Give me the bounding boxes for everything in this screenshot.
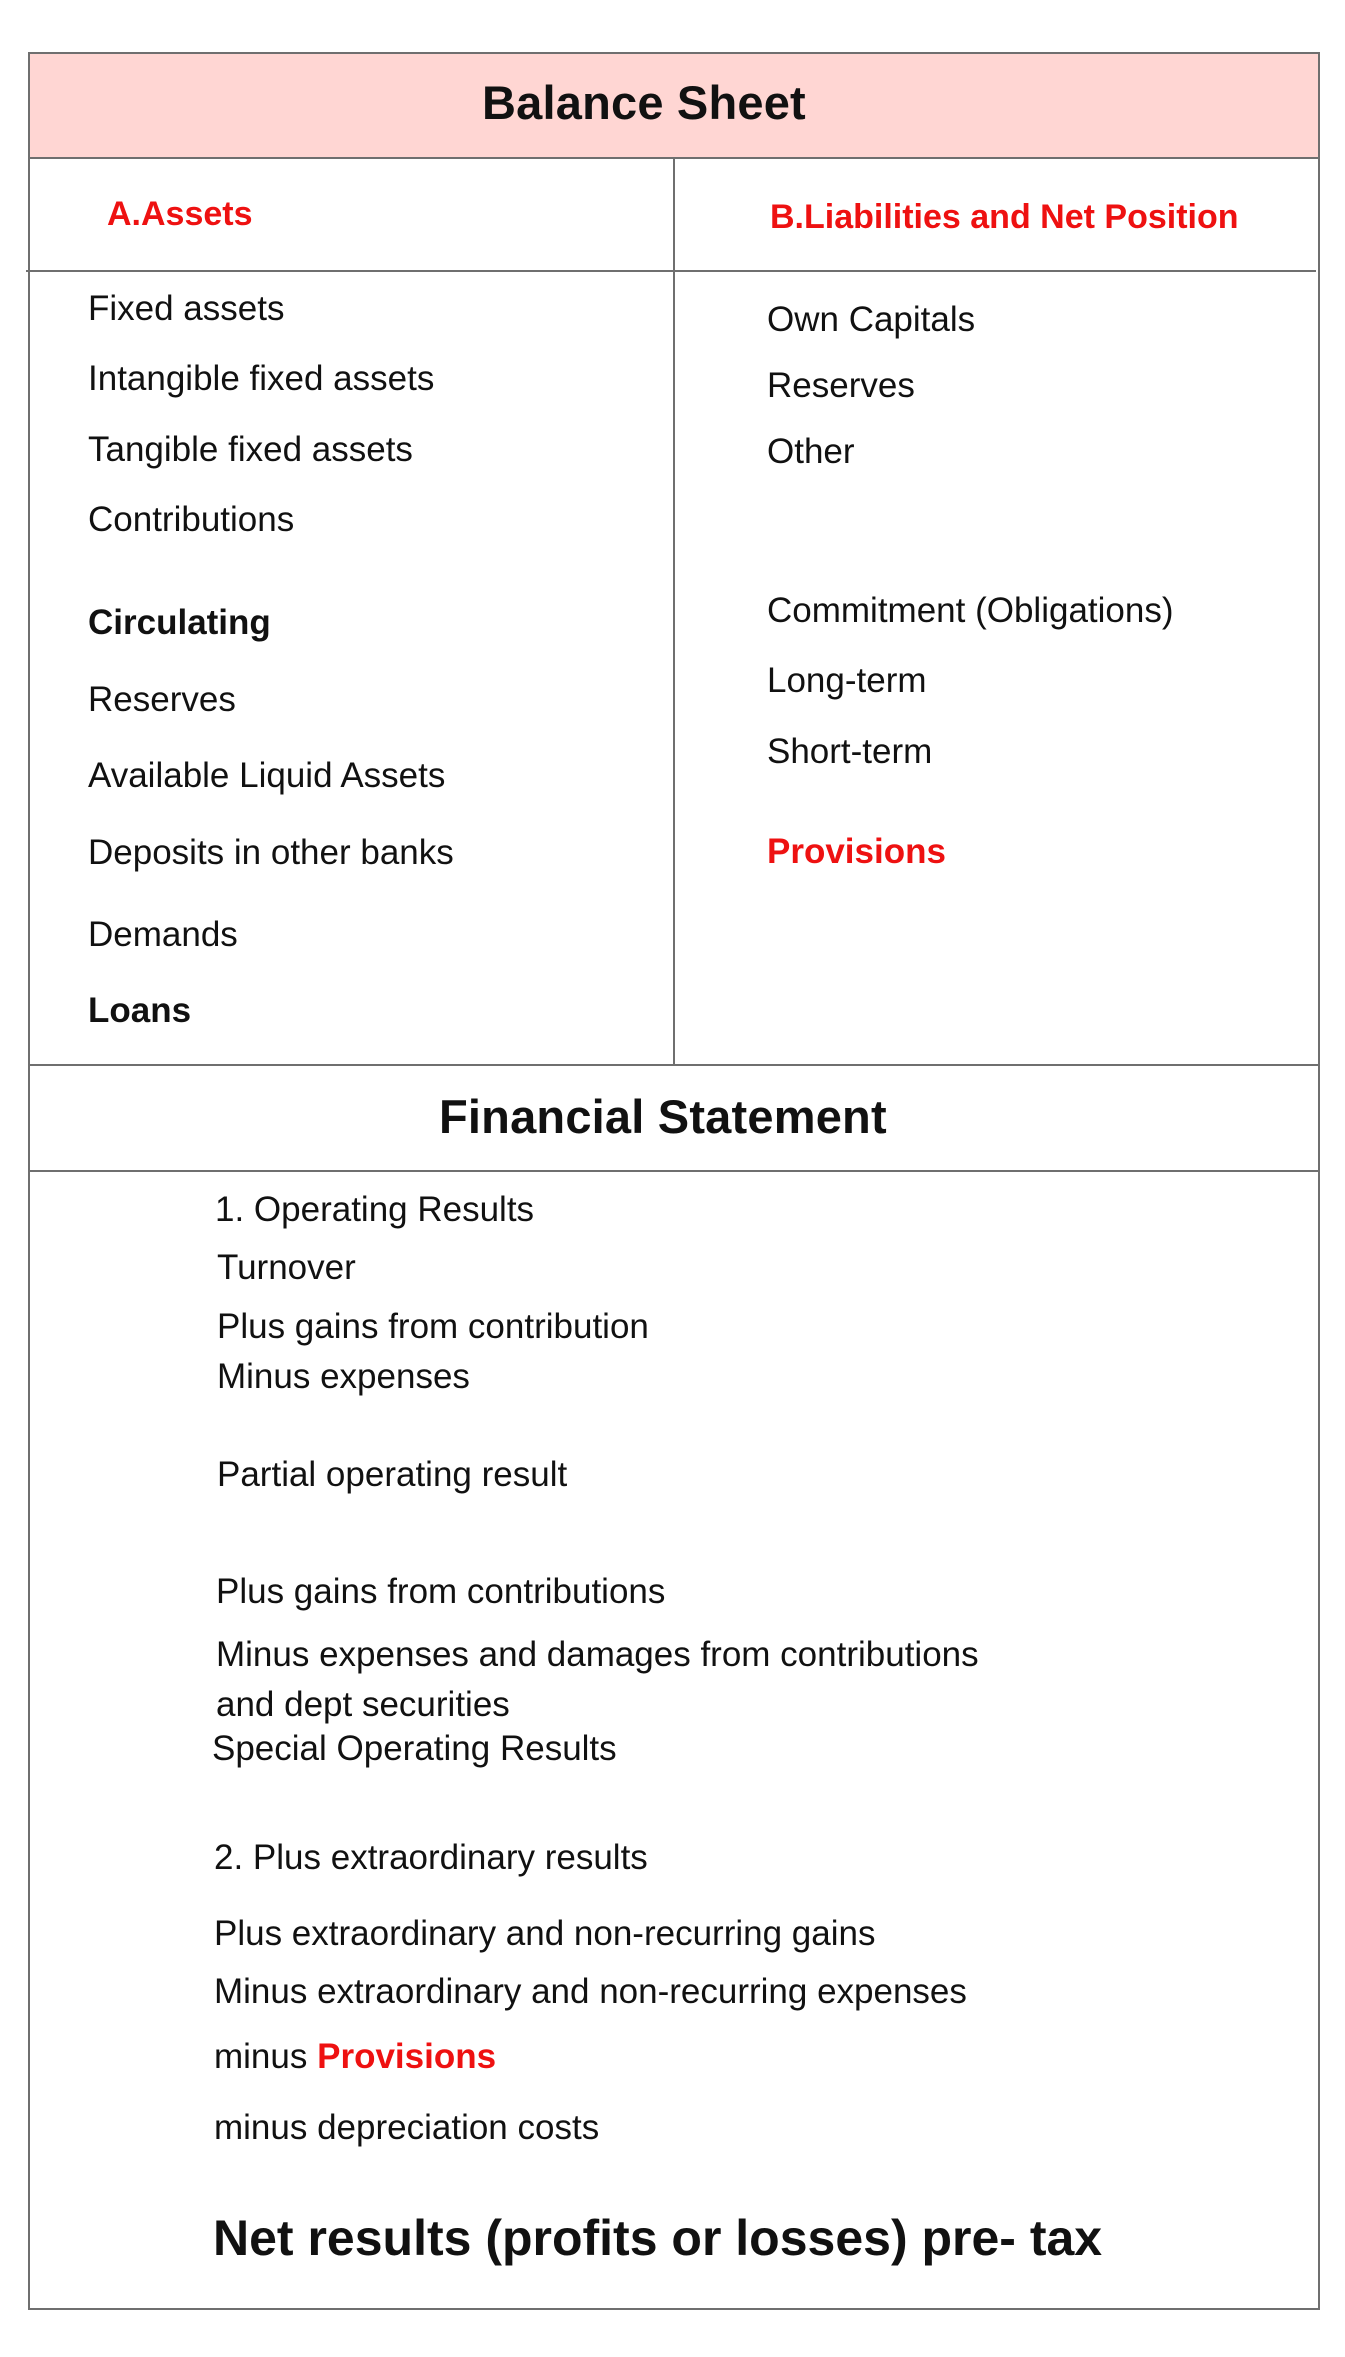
fs-minus-extraordinary-expenses: Minus extraordinary and non-recurring expenses	[214, 1972, 967, 2011]
fs-plus-extraordinary-gains: Plus extraordinary and non-recurring gains	[214, 1914, 876, 1953]
fs-net-results: Net results (profits or losses) pre- tax	[213, 2210, 1103, 2266]
liability-other: Other	[767, 432, 855, 471]
liability-own-capitals: Own Capitals	[767, 300, 976, 339]
liability-provisions: Provisions	[767, 832, 946, 871]
asset-intangible: Intangible fixed assets	[88, 359, 435, 398]
asset-deposits: Deposits in other banks	[88, 833, 454, 872]
fs-provisions: Provisions	[317, 2037, 497, 2076]
asset-reserves: Reserves	[88, 680, 236, 719]
liability-commitment: Commitment (Obligations)	[767, 591, 1174, 630]
balance-sheet-title: Balance Sheet	[482, 76, 806, 129]
fs-minus-prefix: minus	[214, 2037, 308, 2076]
liability-short-term: Short-term	[767, 732, 933, 771]
financial-statement-title: Financial Statement	[439, 1090, 887, 1143]
liability-reserves: Reserves	[767, 366, 915, 405]
fs-minus-depreciation: minus depreciation costs	[214, 2108, 600, 2147]
fs-plus-gains-contribution: Plus gains from contribution	[217, 1307, 649, 1346]
fs-partial-operating-result: Partial operating result	[217, 1455, 568, 1494]
liabilities-header: B.Liabilities and Net Position	[770, 198, 1239, 236]
liability-long-term: Long-term	[767, 661, 927, 700]
fs-extraordinary-results: 2. Plus extraordinary results	[214, 1838, 648, 1877]
divider-balance-bottom	[28, 1064, 1320, 1066]
fs-plus-gains-contributions: Plus gains from contributions	[216, 1572, 666, 1611]
asset-fixed-assets: Fixed assets	[88, 289, 285, 328]
asset-demands: Demands	[88, 915, 238, 954]
asset-available-liquid: Available Liquid Assets	[88, 756, 446, 795]
asset-tangible: Tangible fixed assets	[88, 430, 413, 469]
asset-loans: Loans	[88, 991, 192, 1030]
fs-special-operating-results: Special Operating Results	[212, 1729, 617, 1768]
divider-columns	[673, 157, 675, 1064]
fs-turnover: Turnover	[217, 1248, 356, 1287]
fs-minus-provisions-line	[214, 2039, 496, 2074]
asset-contributions: Contributions	[88, 500, 295, 539]
divider-columns-header	[26, 270, 1316, 272]
fs-minus-expenses-damages-line1: Minus expenses and damages from contributions	[216, 1635, 979, 1674]
assets-header: A.Assets	[107, 195, 253, 233]
fs-operating-results: 1. Operating Results	[215, 1190, 535, 1229]
asset-circulating: Circulating	[88, 603, 271, 642]
divider-statement-title	[28, 1170, 1320, 1172]
fs-minus-expenses: Minus expenses	[217, 1357, 470, 1396]
fs-minus-expenses-damages-line2: and dept securities	[216, 1685, 510, 1724]
